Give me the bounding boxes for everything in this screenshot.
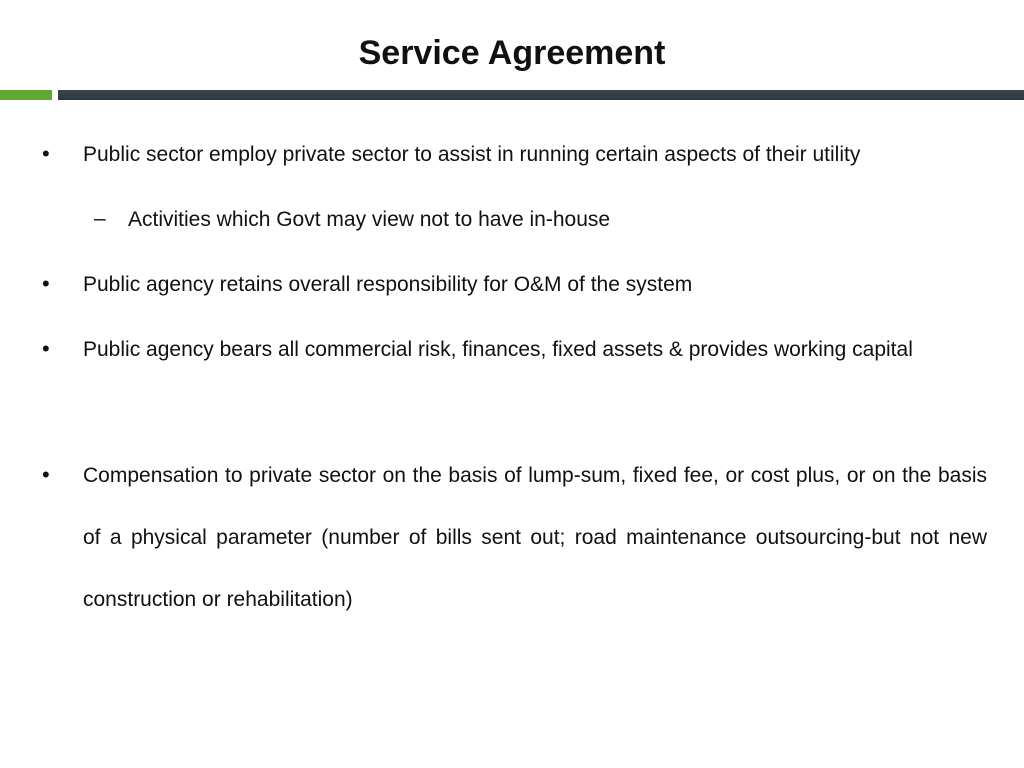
bullet-dot-icon: •: [42, 141, 50, 166]
bullet-text: Public agency bears all commercial risk, finances, fixed assets & provides working capital: [83, 338, 913, 361]
bullet-dot-icon: •: [42, 462, 50, 487]
bullet-text: Compensation to private sector on the basis of lump-sum, fixed fee, or cost plus, or on the basis of a physical parameter (number of bills sent out; road maintenance outsourcing-but not new construction or rehabilitation): [83, 464, 987, 611]
bullet-dot-icon: •: [42, 271, 50, 296]
bullet-dot-icon: •: [42, 336, 50, 361]
bullet-text: Public agency retains overall responsibility for O&M of the system: [83, 273, 693, 296]
sub-bullet-text: Activities which Govt may view not to have in-house: [128, 208, 611, 231]
bullet-text: Public sector employ private sector to assist in running certain aspects of their utility: [83, 143, 861, 166]
dash-icon: –: [94, 207, 106, 230]
slide-title: Service Agreement: [358, 34, 666, 72]
